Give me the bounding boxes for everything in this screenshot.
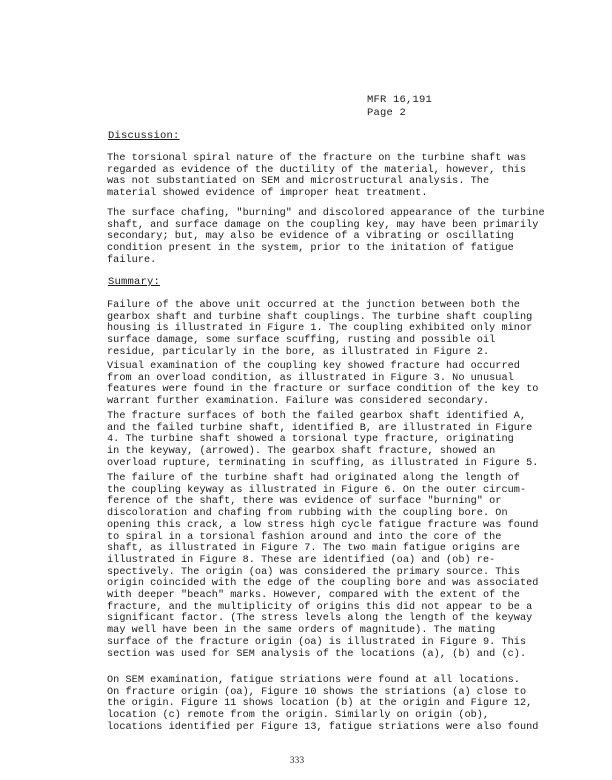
page-number: 333: [290, 755, 305, 765]
summary-paragraph-4: The failure of the turbine shaft had originated along the length of the coupling keyway as illustrated in Figure 6. On the outer circum- ference of the shaft, there was evidence of surface "burning" or discoloration and chafing from rubbing with the coupling bore. On opening this crack, a low stress high cycle fatigue fracture was found to spiral in a torsional fashion around and into the core of the shaft, as illustrated in Figure 7. The two main fatigue origins are illustrated in Figure 8. These are identified (oa) and (ob) re- spectively. The origin (oa) was considered the primary source. This origin coincided with the edge of the coupling bore and was associated with deeper "beach" marks. However, compared with the extent of the fracture, and the multiplicity of origins this did not appear to be a significant factor. (The stress levels along the length of the keyway may well have been in the same orders of magnitude). The mating surface of the fracture origin (oa) is illustrated in Figure 9. This section was used for SEM analysis of the locations (a), (b) and (c).: [107, 473, 539, 660]
discussion-paragraph-1: The torsional spiral nature of the fracture on the turbine shaft was regarded as evidence of the ductility of the material, however, this was not substantiated on SEM and microstructural analysis. The material showed evidence of improper heat treatment.: [107, 153, 527, 200]
summary-paragraph-2: Visual examination of the coupling key showed fracture had occurred from an overload condition, as illustrated in Figure 3. No unusual features were found in the fracture or surface condition of the key to warrant further examination. Failure was considered secondary.: [107, 361, 539, 408]
report-number: MFR 16,191: [367, 94, 433, 106]
page-label: Page 2: [367, 107, 407, 119]
discussion-paragraph-2: The surface chafing, "burning" and discolored appearance of the turbine shaft, and surface damage on the coupling key, may have been primarily secondary; but, may also be evidence of a vibrating or oscillating condition present in the system, prior to the initation of fatigue failure.: [107, 208, 545, 266]
summary-paragraph-1: Failure of the above unit occurred at the junction between both the gearbox shaft and turbine shaft couplings. The turbine shaft coupling housing is illustrated in Figure 1. The coupling exhibited only minor surface damage, some surface scuffing, rusting and possible oil residue, particularly in the bore, as illustrated in Figure 2.: [107, 300, 533, 358]
discussion-heading: Discussion:: [108, 130, 180, 142]
summary-paragraph-3: The fracture surfaces of both the failed gearbox shaft identified A, and the failed turbine shaft, identified B, are illustrated in Figure 4. The turbine shaft showed a torsional type fracture, originating in the keyway, (arrowed). The gearbox shaft fracture, showed an overload rupture, terminating in scuffing, as illustrated in Figure 5.: [107, 411, 539, 469]
summary-paragraph-5: On SEM examination, fatigue striations were found at all locations. On fracture origin (oa), Figure 10 shows the striations (a) close to the origin. Figure 11 shows location (b) at the origin and Figure 12, location (c) remote from the origin. Similarly on origin (ob), locations identified per Figure 13, fatigue striations were also found: [107, 675, 539, 733]
summary-heading: Summary:: [108, 276, 161, 288]
